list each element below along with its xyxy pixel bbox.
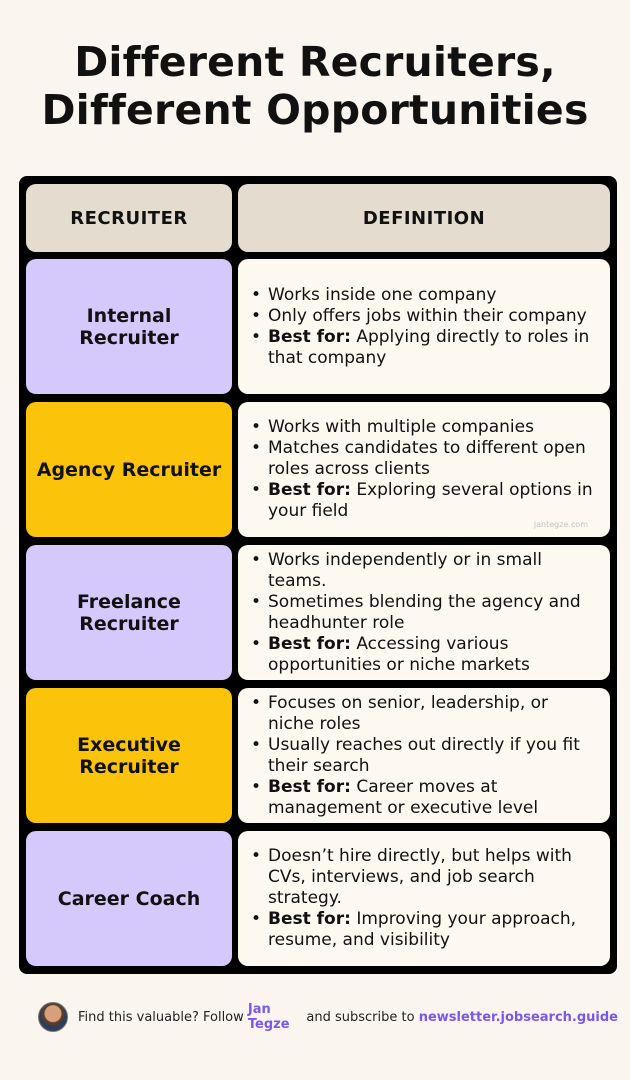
list-item <box>246 909 598 951</box>
bullet-text: Exploring several options in your field <box>268 480 593 521</box>
footer-prefix: Find this valuable? Follow <box>78 1009 248 1025</box>
row-definition <box>238 402 610 537</box>
title-line-2: Different Opportunities <box>41 86 589 134</box>
row-definition <box>238 545 610 680</box>
footer-middle: and subscribe to <box>302 1009 419 1025</box>
definition-list <box>246 550 598 676</box>
bullet-text: Works inside one company <box>268 284 497 305</box>
bullet-text: Focuses on senior, leadership, or niche roles <box>268 692 549 734</box>
definition-list <box>246 693 598 819</box>
list-item <box>246 327 598 369</box>
recruiter-table <box>19 176 617 974</box>
newsletter-link[interactable]: newsletter.jobsearch.guide <box>418 1009 618 1025</box>
bullet-text: Only offers jobs within their company <box>268 305 587 326</box>
title-line-1: Different Recruiters, <box>74 38 556 86</box>
best-for-label: Best for: <box>268 633 351 654</box>
list-item <box>246 777 598 819</box>
list-item <box>246 846 598 909</box>
definition-list <box>246 846 598 951</box>
list-item <box>246 306 598 327</box>
list-item <box>246 417 598 438</box>
best-for-label: Best for: <box>268 326 351 347</box>
list-item <box>246 285 598 306</box>
author-link[interactable]: Jan Tegze <box>247 1002 290 1032</box>
row-definition <box>238 259 610 394</box>
bullet-text: Sometimes blending the agency and headhunter role <box>268 591 581 633</box>
bullet-text: Matches candidates to different open roles across clients <box>268 438 586 479</box>
best-for-label: Best for: <box>268 480 351 500</box>
footer <box>38 1002 618 1032</box>
avatar <box>38 1002 68 1032</box>
bullet-text: Doesn’t hire directly, but helps with CVs, interviews, and job search strategy. <box>268 846 572 908</box>
row-definition <box>238 688 610 823</box>
row-definition <box>238 831 610 966</box>
list-item <box>246 592 598 634</box>
bullet-text: Improving your approach, resume, and visibility <box>268 909 577 950</box>
header-recruiter: RECRUITER <box>26 184 232 252</box>
bullet-text: Works independently or in small teams. <box>268 549 542 591</box>
list-item <box>246 438 598 480</box>
page-title <box>0 38 630 134</box>
watermark: jantegze.com <box>533 520 588 529</box>
list-item <box>246 550 598 592</box>
row-label: Freelance Recruiter <box>26 545 232 680</box>
definition-list <box>246 417 598 522</box>
list-item <box>246 480 598 522</box>
list-item <box>246 693 598 735</box>
header-definition: DEFINITION <box>238 184 610 252</box>
bullet-text: Works with multiple companies <box>268 417 534 437</box>
row-label: Internal Recruiter <box>26 259 232 394</box>
row-label: Executive Recruiter <box>26 688 232 823</box>
best-for-label: Best for: <box>268 776 351 797</box>
bullet-text: Accessing various opportunities or niche markets <box>268 633 530 675</box>
bullet-text: Career moves at management or executive level <box>268 776 539 818</box>
list-item <box>246 634 598 676</box>
definition-list <box>246 285 598 369</box>
bullet-text: Usually reaches out directly if you fit their search <box>268 734 580 776</box>
row-label: Agency Recruiter <box>26 402 232 537</box>
best-for-label: Best for: <box>268 909 351 929</box>
bullet-text: Applying directly to roles in that company <box>268 326 590 368</box>
list-item <box>246 735 598 777</box>
row-label: Career Coach <box>26 831 232 966</box>
